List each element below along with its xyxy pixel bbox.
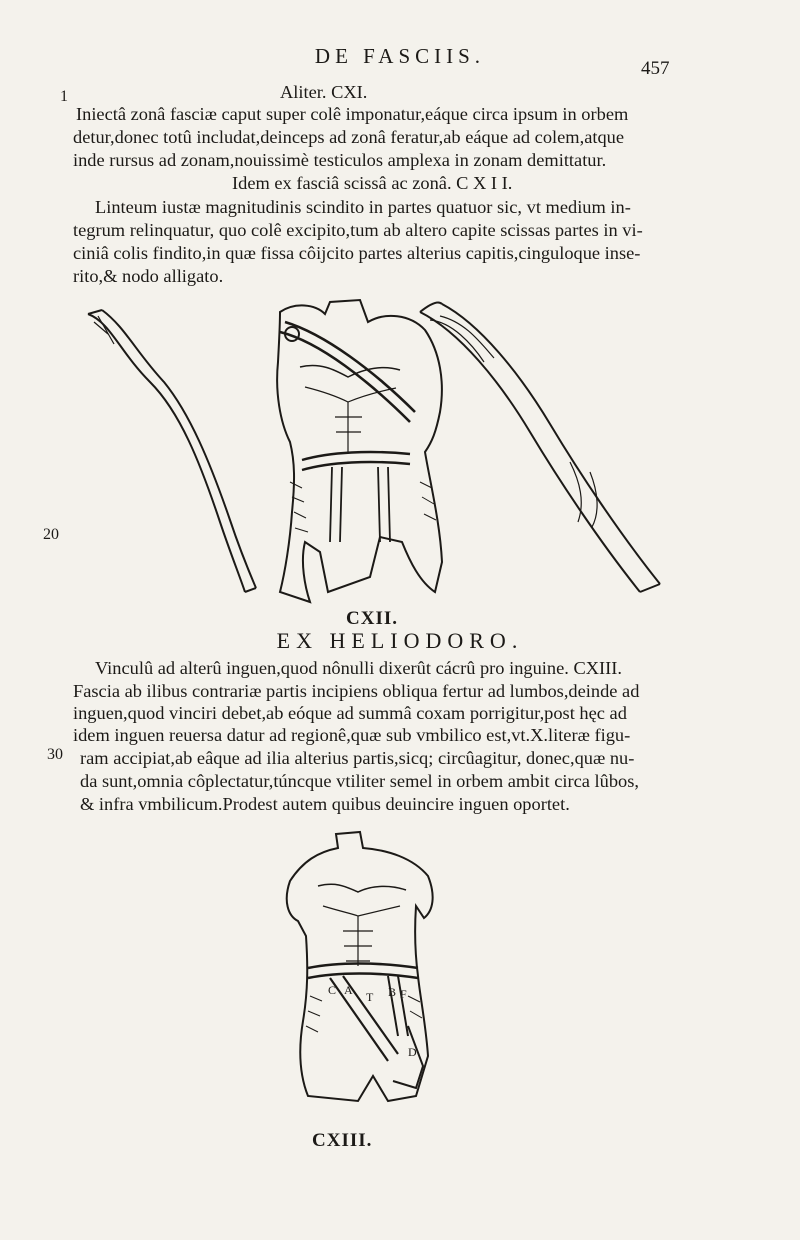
- figure-113-woodcut: [248, 826, 448, 1126]
- figure-112-caption: CXII.: [346, 608, 398, 629]
- figure-113-letter-c: C: [328, 983, 337, 997]
- section-112-line-1: Linteum iustæ magnitudinis scindito in partes quatuor sic, vt medium in-: [95, 197, 631, 217]
- section-112-line-2: tegrum relinquatur, quo colê excipito,tum ab altero capite scissas partes in vi-: [73, 220, 643, 240]
- figure-113-letter-t: T: [366, 990, 374, 1004]
- section-111-line-1: Iniectâ zonâ fasciæ caput super colê imponatur,eáque circa ipsum in orbem: [76, 104, 629, 124]
- bandage-torso-illustration: [80, 292, 680, 610]
- margin-number-30: 30: [47, 746, 63, 763]
- figure-113-letter-d: D: [408, 1045, 417, 1059]
- section-113-line-6: & infra vmbilicum.Prodest autem quibus deuincire inguen oportet.: [80, 794, 570, 814]
- section-113-heading: Vinculû ad alterû inguen,quod nônulli dixerût cácrû pro inguine. CXIII.: [95, 658, 622, 678]
- section-113-line-1: Fascia ab ilibus contrariæ partis incipiens obliqua fertur ad lumbos,deinde ad: [73, 681, 640, 701]
- section-112-line-3: ciniâ colis findito,in quæ fissa côijcito partes alterius capitis,cinguloque inse-: [73, 243, 641, 263]
- section-113-line-4: ram accipiat,ab eâque ad ilia alterius partis,sicq; circûagitur, donec,quæ nu-: [80, 748, 635, 768]
- section-113-line-2: inguen,quod vinciri debet,ab eóque ad summâ coxam porrigitur,post hęc ad: [73, 703, 627, 723]
- margin-number-20: 20: [43, 526, 59, 543]
- page-number: 457: [641, 58, 670, 79]
- figure-113-letter-f: F: [400, 987, 407, 1001]
- section-113-line-3: idem inguen reuersa datur ad regionê,quæ sub vmbilico est,vt.X.literæ figu-: [73, 725, 631, 745]
- margin-number-1: 1: [60, 88, 68, 105]
- running-title: DE FASCIIS.: [314, 44, 486, 68]
- section-113-line-5: da sunt,omnia côplectatur,túncque vtiliter semel in orbem ambit circa lûbos,: [80, 771, 639, 791]
- inguinal-bandage-illustration: [248, 826, 448, 1126]
- section-111-line-3: inde rursus ad zonam,nouissimè testiculos amplexa in zonam demittatur.: [73, 150, 607, 170]
- figure-113-caption: CXIII.: [312, 1130, 373, 1151]
- section-112-heading: Idem ex fasciâ scissâ ac zonâ. C X I I.: [232, 173, 513, 193]
- figure-112-woodcut: [80, 292, 680, 610]
- section-111-heading: Aliter. CXI.: [280, 82, 368, 102]
- section-heliodoro-title: EX HELIODORO.: [276, 628, 524, 653]
- section-112-line-4: rito,& nodo alligato.: [73, 266, 224, 286]
- figure-113-letter-a: A: [344, 983, 353, 997]
- section-111-line-2: detur,donec totû includat,deinceps ad zonâ feratur,ab eáque ad colem,atque: [73, 127, 625, 147]
- figure-113-letter-b: B: [388, 985, 397, 999]
